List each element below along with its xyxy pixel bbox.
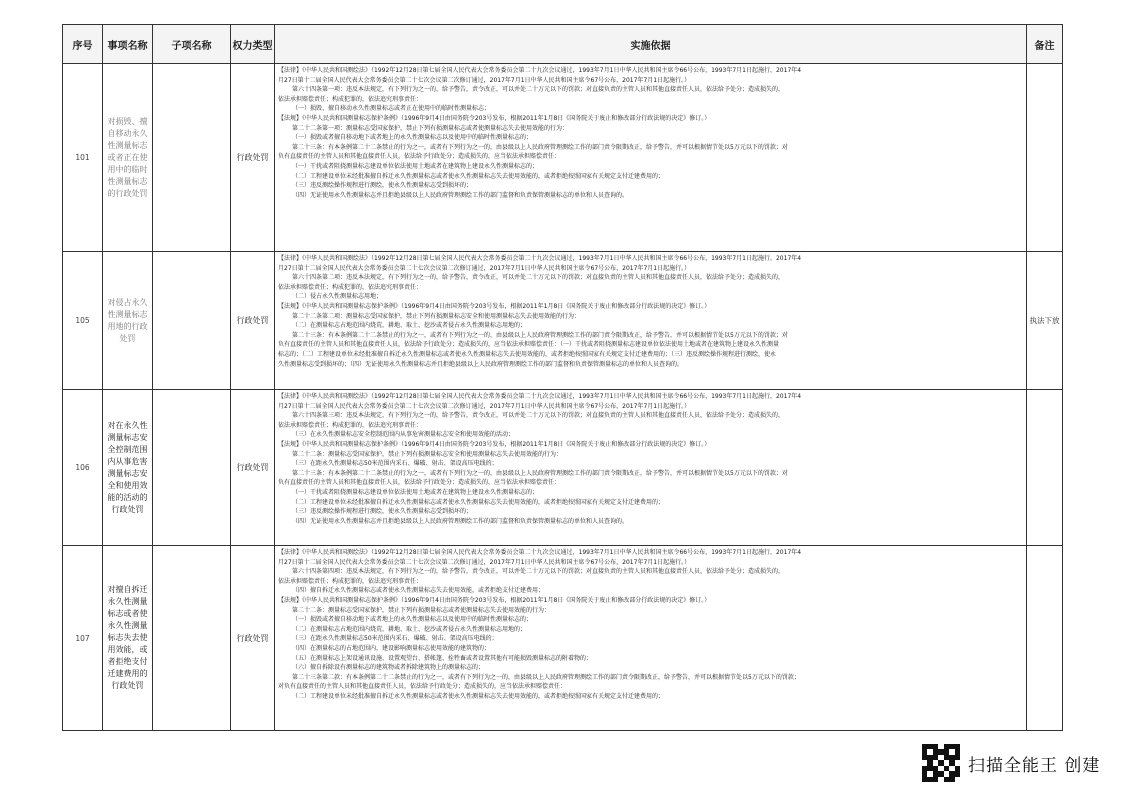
basis-line: （一）损毁或者擅自移动地下或者地上的永久性测量标志以及使用中的临时性测量标志的；	[292, 134, 533, 142]
basis-line: （一）干扰或者阻挠测量标志建设单位依法使用土地或者在建筑物上建设永久性测量标志的；	[292, 162, 539, 170]
table-body	[63, 64, 1063, 731]
basis-line: 月27日第十二届全国人民代表大会常务委员会第二十七次会议第二次修订通过，2017年7月1日中华人民共和国主席令67号公布，2017年7月1日起施行。）	[278, 76, 691, 84]
power-list-table	[62, 24, 1063, 731]
power-type: 行政处罚	[231, 64, 275, 252]
basis-line: 依法承担赔偿责任；构成犯罪的，依法追究刑事责任：	[278, 421, 423, 429]
header-note: 备注	[1027, 25, 1063, 64]
header-power-type: 权力类型	[231, 25, 275, 64]
basis-line: 第二十二条：测量标志受国家保护，禁止下列有损测量标志安全和使用测量标志失去使用效能的行为：	[292, 450, 563, 458]
sub-item-name	[153, 390, 231, 546]
basis-line: 对负有直接责任的主管人员和其他直接责任人员，依法给予行政处分；造成损失的，应当依法承担赔偿责任：	[278, 683, 567, 691]
basis-line: 【法律】《中华人民共和国测绘法》（1992年12月28日第七届全国人民代表大会常务委员会第二十九次会议通过，1993年7月1日中华人民共和国主席令66号公布，1993年7月1日起施行，2017年4	[278, 393, 802, 400]
basis-line: 第二十二条：测量标志受国家保护，禁止下列有损测量标志或者使测量标志失去使用效能的行为：	[292, 606, 551, 614]
item-name: 对侵占永久性测量标志用地的行政处罚	[103, 252, 153, 390]
remark	[1027, 64, 1063, 252]
basis-line: 第六十四条第四项：违反本法规定，有下列行为之一的，给予警告，责令改正，可以并处二十万元以下的罚款；对直接负责的主管人员和其他直接责任人员，依法给予处分；造成损失的，	[292, 568, 785, 576]
basis-line: 【法规】《中华人民共和国测量标志保护条例》（1996年9月4日由国务院令203号发布，根据2011年1月8日《国务院关于废止和修改部分行政法规的决定》修订。）	[278, 114, 711, 122]
power-list-sheet	[62, 24, 1062, 731]
implementation-basis	[275, 64, 1027, 252]
table-row	[63, 64, 1063, 252]
basis-line: 第二十二条第一项：测量标志受国家保护，禁止下列有损测量标志或者使测量标志失去使用效能的行为：	[292, 124, 569, 132]
basis-line: 第二十三条第二款：有本条例第二十二条禁止的行为之一，或者有下列行为之一的，由县级以上人民政府管理测绘工作的部门责令限期改正，给予警告，并可以根据情节处以5万元以下的罚款；	[292, 673, 800, 681]
row-number: 105	[63, 252, 103, 390]
basis-line: （二）在测量标志占地范围内烧荒、耕地、取土、挖沙或者侵占永久性测量标志用地的；	[292, 322, 527, 330]
basis-line: 负有直接责任的主管人员和其他直接责任人员，依法给予行政处分；造成损失的，应当依法承担赔偿责任：	[278, 479, 561, 487]
header-no: 序号	[63, 25, 103, 64]
basis-line: （二）工程建设单位未经批准擅自拆迁永久性测量标志或者使永久性测量标志失去使用效能的，或者拒绝按照国家有关规定支付迁建费用的；	[292, 692, 665, 700]
basis-line: 【法规】《中华人民共和国测量标志保护条例》（1996年9月4日由国务院令203号发布，根据2011年1月8日《国务院关于废止和修改部分行政法规的决定》修订。）	[278, 302, 711, 310]
basis-line: 月27日第十二届全国人民代表大会常务委员会第二十七次会议第二次修订通过，2017年7月1日中华人民共和国主席令67号公布，2017年7月1日起施行。）	[278, 402, 691, 410]
table-row	[63, 252, 1063, 390]
table-row	[63, 390, 1063, 546]
basis-line: （二）在测量标志占地范围内烧荒、耕地、取土、挖沙或者侵占永久性测量标志用地的；	[292, 625, 527, 633]
basis-line: 【法律】《中华人民共和国测绘法》（1992年12月28日第七届全国人民代表大会常务委员会第二十九次会议通过，1993年7月1日中华人民共和国主席令66号公布，1993年7月1日起施行，2017年4	[278, 255, 802, 262]
scanner-watermark	[922, 744, 1100, 782]
power-type: 行政处罚	[231, 546, 275, 731]
sub-item-name	[153, 64, 231, 252]
power-type: 行政处罚	[231, 390, 275, 546]
implementation-basis	[275, 546, 1027, 731]
basis-line: 【法律】《中华人民共和国测绘法》（1992年12月28日第七届全国人民代表大会常务委员会第二十九次会议通过，1993年7月1日中华人民共和国主席令66号公布，1993年7月1日起施行，2017年4	[278, 549, 802, 556]
basis-line: （三）在距永久性测量标志50米范围内采石、爆破、射击、架设高压电线的；	[292, 460, 498, 468]
basis-line: （四）擅自拆迁永久性测量标志或者使永久性测量标志失去使用效能，或者拒绝支付迁建费用；	[292, 587, 545, 595]
header-item-name: 事项名称	[103, 25, 153, 64]
basis-line: 【法规】《中华人民共和国测量标志保护条例》（1996年9月4日由国务院令203号发布，根据2011年1月8日《国务院关于废止和修改部分行政法规的决定》修订。）	[278, 596, 711, 604]
basis-line: （三）违反测绘操作规程进行测绘，使永久性测量标志受到损坏的；	[292, 508, 473, 516]
row-number: 107	[63, 546, 103, 731]
basis-line: （二）工程建设单位未经批准擅自拆迁永久性测量标志或者使永久性测量标志失去使用效能的，或者拒绝按照国家有关规定支付迁建费用的；	[292, 172, 665, 180]
basis-line: 月27日第十二届全国人民代表大会常务委员会第二十七次会议第二次修订通过，2017年7月1日中华人民共和国主席令67号公布，2017年7月1日起施行。）	[278, 264, 691, 272]
remark	[1027, 546, 1063, 731]
basis-line: （二）工程建设单位未经批准擅自拆迁永久性测量标志或者使永久性测量标志失去使用效能的，或者拒绝按照国家有关规定支付迁建费用的；	[292, 498, 665, 506]
basis-line: （三）违反测绘操作规程进行测绘，使永久性测量标志受到损坏的；	[292, 182, 473, 190]
basis-line: 依法承担赔偿责任；构成犯罪的，依法追究刑事责任：	[278, 283, 423, 291]
basis-line: （四）无证使用永久性测量标志并且拒绝县级以上人民政府管理测绘工作的部门监督和负责保管测量标志的单位和人员查询的。	[292, 517, 629, 525]
basis-line: （四）在测量标志的占地范围内，建设影响测量标志使用效能的建筑物的；	[292, 644, 491, 652]
row-number: 106	[63, 390, 103, 546]
basis-line: （四）无证使用永久性测量标志并且拒绝县级以上人民政府管理测绘工作的部门监督和负责保管测量标志的单位和人员查询的。	[292, 191, 629, 199]
basis-line: 月27日第十二届全国人民代表大会常务委员会第二十七次会议第二次修订通过，2017年7月1日中华人民共和国主席令67号公布，2017年7月1日起施行。）	[278, 558, 691, 566]
remark	[1027, 390, 1063, 546]
item-name: 对损毁、擅自移动永久性测量标志或者正在使用中的临时性测量标志的行政处罚	[103, 64, 153, 252]
basis-line: 依法承担赔偿责任；构成犯罪的，依法追究刑事责任：	[278, 577, 423, 585]
basis-line: 负有直接责任的主管人员和其他直接责任人员，依法给予行政处分；造成损失的，应当依法承担赔偿责任：（一）干扰或者阻挠测量标志建设单位依法使用土地或者在建筑物上建设永久性测量	[278, 341, 780, 349]
header-sub-item: 子项名称	[153, 25, 231, 64]
basis-line: 第二十二条第二项：测量标志受国家保护，禁止下列有损测量标志安全和使用测量标志失去使用效能的行为：	[292, 312, 581, 320]
basis-line: （六）擅自拆除设有测量标志的建筑物或者拆除建筑物上的测量标志的；	[292, 664, 485, 672]
basis-line: 久性测量标志受到损坏的；（四）无证使用永久性测量标志并且拒绝县级以上人民政府管理测绘工作的部门监督和负责保管测量标志的单位和人员查询的。	[278, 360, 684, 368]
basis-line: （一）干扰或者阻挠测量标志建设单位依法使用土地或者在建筑物上建设永久性测量标志的；	[292, 488, 539, 496]
implementation-basis	[275, 252, 1027, 390]
row-number: 101	[63, 64, 103, 252]
implementation-basis	[275, 390, 1027, 546]
header-basis: 实施依据	[275, 25, 1027, 64]
basis-line: （一）损毁、擅自移动永久性测量标志或者正在使用中的临时性测量标志；	[292, 105, 491, 113]
basis-line: 第六十四条第三项：违反本法规定，有下列行为之一的，给予警告，责令改正，可以并处二十万元以下的罚款；对直接负责的主管人员和其他直接责任人员，依法给予处分；造成损失的，	[292, 412, 785, 420]
table-row	[63, 546, 1063, 731]
basis-line: （二）侵占永久性测量标志用地；	[292, 293, 383, 301]
basis-line: （一）损毁或者擅自移动地下或者地上的永久性测量标志以及使用中的临时性测量标志的；	[292, 616, 533, 624]
item-name: 对在永久性测量标志安全控制范围内从事危害测量标志安全和使用效能的活动的行政处罚	[103, 390, 153, 546]
qr-code-icon	[922, 744, 960, 782]
basis-line: （五）在测量标志上架设通讯设施、设置观望台、搭帐篷、拴牲畜或者设置其他有可能损毁测量标志的附着物的；	[292, 654, 593, 662]
basis-line: 【法规】《中华人民共和国测量标志保护条例》（1996年9月4日由国务院令203号发布，根据2011年1月8日《国务院关于废止和修改部分行政法规的决定》修订。）	[278, 440, 711, 448]
basis-line: 标志的；（二）工程建设单位未经批准擅自拆迁永久性测量标志或者使永久性测量标志失去使用效能的，或者拒绝按照国家有关规定支付迁建费用的；（三）违反测绘操作规程进行测绘，使永	[278, 350, 777, 358]
table-header-row	[63, 25, 1063, 64]
basis-line: 第六十四条第二项：违反本法规定，有下列行为之一的，给予警告，责令改正，可以并处二十万元以下的罚款；对直接负责的主管人员和其他直接责任人员，依法给予处分；造成损失的，	[292, 274, 785, 282]
power-type: 行政处罚	[231, 252, 275, 390]
basis-line: 依法承担赔偿责任；构成犯罪的，依法追究刑事责任：	[278, 95, 423, 103]
basis-line: 【法律】《中华人民共和国测绘法》（1992年12月28日第七届全国人民代表大会常务委员会第二十九次会议通过，1993年7月1日中华人民共和国主席令66号公布，1993年7月1日起施行，2017年4	[278, 67, 802, 74]
basis-line: （三）在距永久性测量标志50米范围内采石、爆破、射击、架设高压电线的；	[292, 635, 498, 643]
basis-line: 第二十三条：有本条例第二十二条禁止的行为之一，或者有下列行为之一的，由县级以上人民政府管理测绘工作的部门责令限期改正，给予警告，并可以根据情节处以5万元以下的罚款；对	[292, 331, 788, 339]
basis-line: 第六十四条第一项：违反本法规定，有下列行为之一的，给予警告，责令改正，可以并处二十万元以下的罚款；对直接负责的主管人员和其他直接责任人员，依法给予处分；造成损失的，	[292, 86, 785, 94]
basis-line: （三）在永久性测量标志安全控制范围内从事危害测量标志安全和使用效能的活动；	[292, 431, 515, 439]
remark: 执法下放	[1027, 252, 1063, 390]
watermark-text: 扫描全能王 创建	[968, 755, 1101, 776]
sub-item-name	[153, 546, 231, 731]
item-name: 对擅自拆迁永久性测量标志或者使永久性测量标志失去使用效能，或者拒绝支付迁建费用的行政处罚	[103, 546, 153, 731]
basis-line: 第二十三条：有本条例第二十二条禁止的行为之一，或者有下列行为之一的，由县级以上人民政府管理测绘工作的部门责令限期改正，给予警告，并可以根据情节处以5万元以下的罚款；对	[292, 469, 788, 477]
basis-line: 负有直接责任的主管人员和其他直接责任人员，依法给予行政处分；造成损失的，应当依法承担赔偿责任：	[278, 153, 561, 161]
basis-line: 第二十三条：有本条例第二十二条禁止的行为之一，或者有下列行为之一的，由县级以上人民政府管理测绘工作的部门责令限期改正，给予警告，并可以根据情节处以5万元以下的罚款；对	[292, 143, 788, 151]
sub-item-name	[153, 252, 231, 390]
